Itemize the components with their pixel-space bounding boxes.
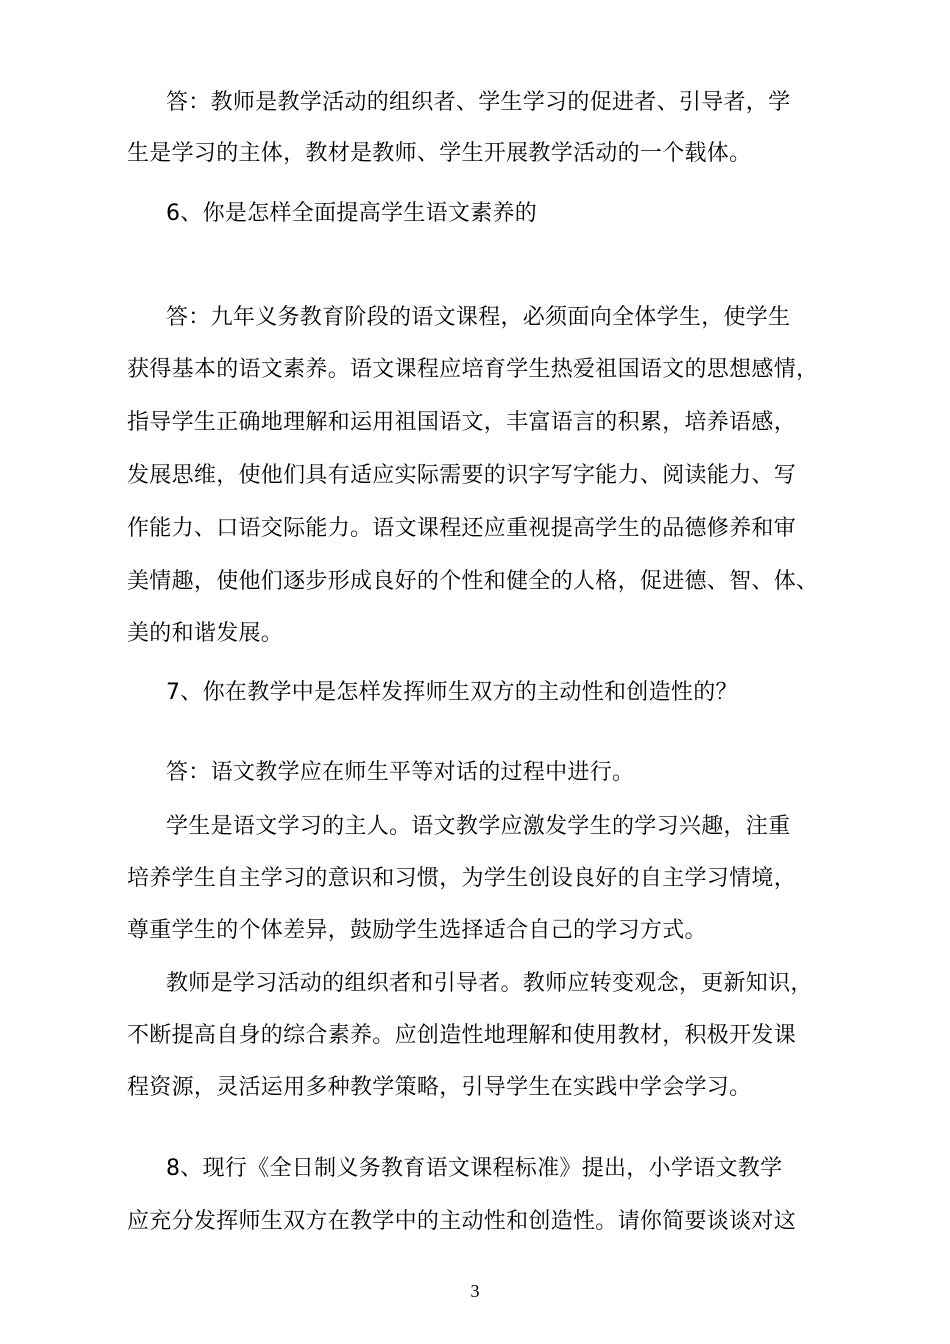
answer-7-line-1: 答：语文教学应在师生平等对话的过程中进行。: [166, 760, 635, 785]
answer-7-para-2-line-2: 培养学生自主学习的意识和习惯，为学生创设良好的自主学习情境，: [127, 866, 797, 891]
answer-7-para-3-line-2: 不断提高自身的综合素养。应创造性地理解和使用教材，积极开发课: [127, 1023, 797, 1048]
answer-6-line-4: 发展思维，使他们具有适应实际需要的识字写字能力、阅读能力、写: [127, 463, 797, 488]
answer-7-para-3-line-1: 教师是学习活动的组织者和引导者。教师应转变观念，更新知识，: [166, 971, 813, 996]
question-8-line-2: 应充分发挥师生双方在教学中的主动性和创造性。请你简要谈谈对这: [127, 1209, 797, 1234]
question-8-line-1: 8、现行《全日制义务教育语文课程标准》提出，小学语文教学: [166, 1156, 783, 1181]
answer-6-line-2: 获得基本的语文素养。语文课程应培育学生热爱祖国语文的思想感情，: [127, 357, 819, 382]
answer-5-line-2: 生是学习的主体，教材是教师、学生开展教学活动的一个载体。: [127, 141, 752, 166]
question-7: 7、你在教学中是怎样发挥师生双方的主动性和创造性的？: [166, 680, 738, 705]
answer-6-line-3: 指导学生正确地理解和运用祖国语文，丰富语言的积累，培养语感，: [127, 410, 797, 435]
answer-6-line-6: 美情趣，使他们逐步形成良好的个性和健全的人格，促进德、智、体、: [127, 569, 819, 594]
answer-7-para-2-line-1: 学生是语文学习的主人。语文教学应激发学生的学习兴趣，注重: [166, 814, 791, 839]
answer-5-line-1: 答：教师是教学活动的组织者、学生学习的促进者、引导者，学: [166, 90, 791, 115]
answer-6-line-5: 作能力、口语交际能力。语文课程还应重视提高学生的品德修养和审: [127, 516, 797, 541]
answer-7-para-2-line-3: 尊重学生的个体差异，鼓励学生选择适合自己的学习方式。: [127, 918, 707, 943]
page-number: 3: [470, 1281, 480, 1301]
answer-7-para-3-line-3: 程资源，灵活运用多种教学策略，引导学生在实践中学会学习。: [127, 1075, 752, 1100]
answer-6-line-1: 答：九年义务教育阶段的语文课程，必须面向全体学生，使学生: [166, 305, 791, 330]
question-6: 6、你是怎样全面提高学生语文素养的: [166, 201, 538, 226]
answer-6-line-7: 美的和谐发展。: [127, 621, 284, 646]
